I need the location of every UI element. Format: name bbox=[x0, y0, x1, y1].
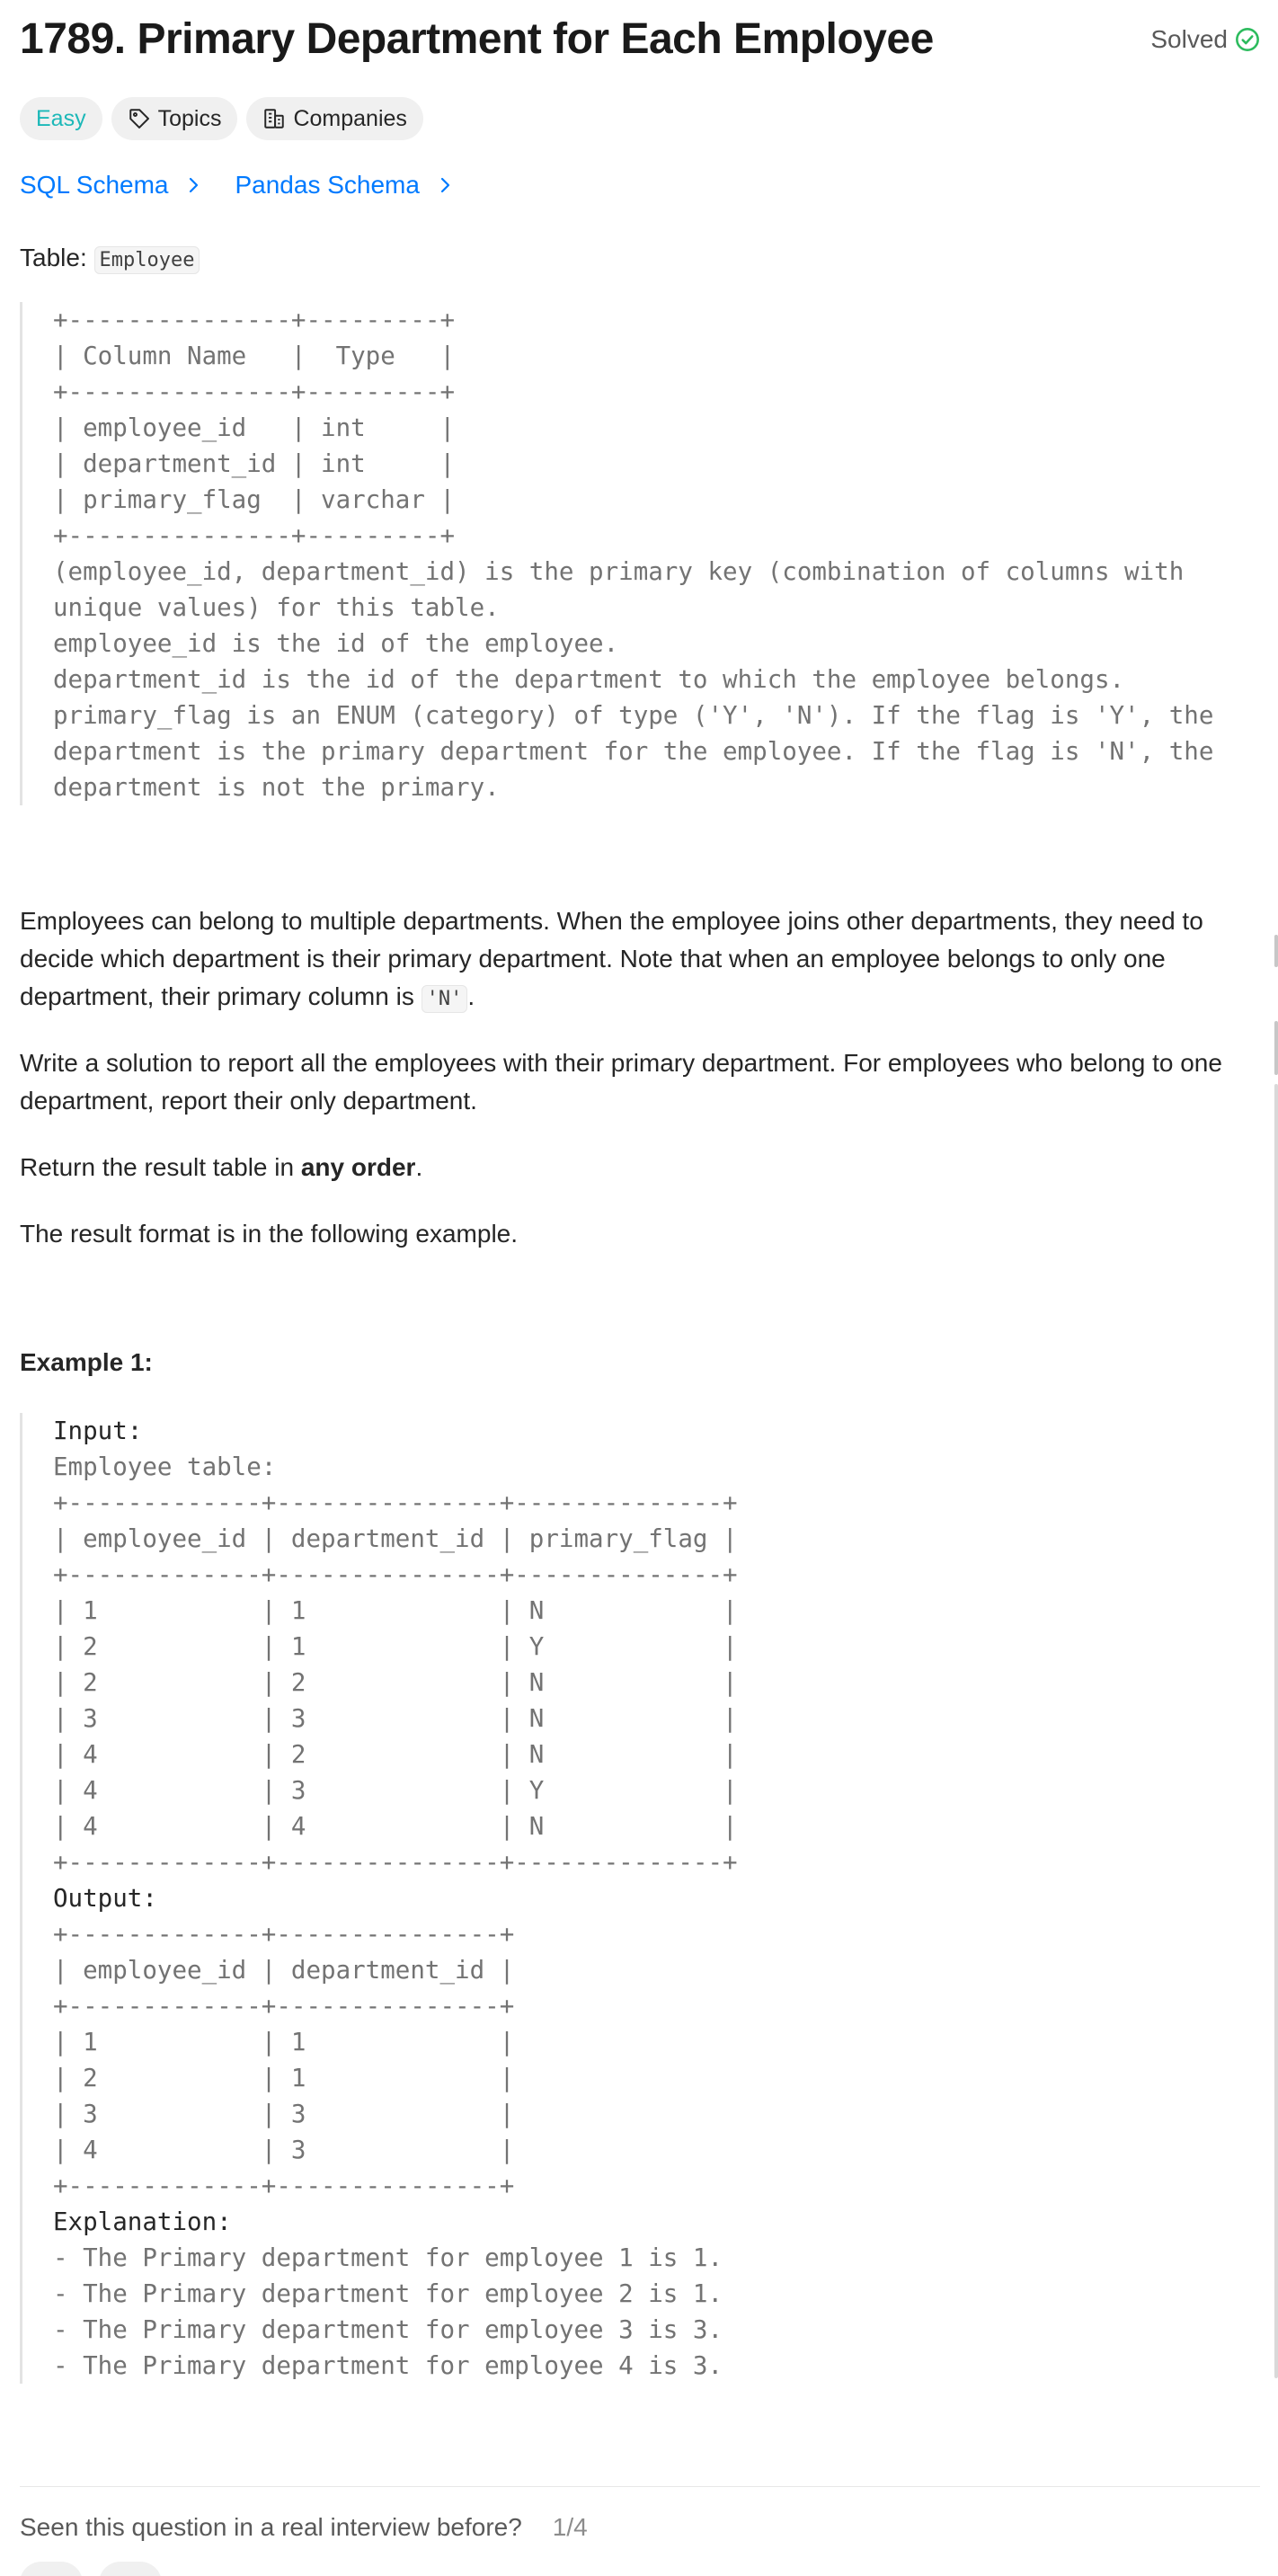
interview-buttons bbox=[20, 2562, 162, 2576]
interview-count: 1/4 bbox=[552, 2513, 588, 2541]
description-paragraph-4: The result format is in the following example. bbox=[20, 1220, 519, 1248]
solved-status bbox=[1150, 25, 1260, 54]
difficulty-badge: Easy bbox=[20, 97, 102, 140]
explanation-label: Explanation: bbox=[53, 2207, 232, 2236]
any-order-bold: any order bbox=[300, 1153, 416, 1181]
sql-schema-label: SQL Schema bbox=[20, 171, 169, 199]
problem-title[interactable]: 1789. Primary Department for Each Employee bbox=[20, 15, 934, 63]
description-paragraph-2: Write a solution to report all the employees with their primary department. For employees who belong to one department, report their only department. bbox=[20, 1049, 1222, 1115]
topics-button[interactable] bbox=[111, 97, 238, 140]
footer-divider bbox=[20, 2486, 1260, 2487]
side-handle[interactable] bbox=[1274, 1021, 1278, 1075]
input-body: Employee table: +-------------+---------------+--------------+ | employee_id | department_id | primary_flag | +-------------+---------------+--------------+ | 1 | 1 | N | | 2 | 1 | Y | | 2 | 2 | N | | 3 | 3 | N | | 4 | 2 | N | | 4 | 3 | Y | | 4 | 4 | N | +-------------+---------------+--------------+ bbox=[53, 1452, 738, 1877]
pandas-schema-label: Pandas Schema bbox=[235, 171, 420, 199]
no-button[interactable] bbox=[99, 2562, 162, 2576]
side-handle[interactable] bbox=[1274, 935, 1278, 967]
companies-button[interactable] bbox=[246, 97, 422, 140]
tag-icon bbox=[128, 107, 151, 130]
sql-schema-link[interactable] bbox=[20, 171, 202, 200]
scrollbar[interactable] bbox=[1274, 1084, 1278, 2378]
interview-prompt bbox=[20, 2513, 588, 2542]
yes-button[interactable] bbox=[20, 2562, 83, 2576]
chevron-right-icon bbox=[184, 174, 202, 196]
pandas-schema-link[interactable] bbox=[235, 171, 453, 200]
tag-row bbox=[20, 97, 423, 140]
return-text: Return the result table in bbox=[20, 1153, 301, 1181]
explanation-body: - The Primary department for employee 1 is 1. - The Primary department for employee 2 is 1. - The Primary department for employee 3 is 3. - The Primary department for employee 4 is 3. bbox=[53, 2243, 723, 2380]
output-label: Output: bbox=[53, 1884, 157, 1913]
description-paragraph-3 bbox=[20, 1149, 1260, 1186]
return-text-end: . bbox=[415, 1153, 423, 1181]
table-intro bbox=[20, 239, 200, 280]
input-label: Input: bbox=[53, 1417, 143, 1445]
check-circle-icon bbox=[1235, 27, 1260, 52]
title-row bbox=[20, 13, 1260, 67]
description-paragraph-1 bbox=[20, 902, 1260, 1018]
output-body: +-------------+---------------+ | employee_id | department_id | +-------------+---------------+ | 1 | 1 | | 2 | 1 | | 3 | 3 | | 4 | 3 | +-------------+---------------+ bbox=[53, 1920, 515, 2200]
chevron-right-icon bbox=[436, 174, 454, 196]
description-text-end: . bbox=[467, 982, 475, 1010]
example-title: Example 1: bbox=[20, 1348, 153, 1376]
problem-description bbox=[20, 0, 1260, 2576]
schema-block: +---------------+---------+ | Column Name | Type | +---------------+---------+ | employee_id | int | | department_id | int | | primary_flag | varchar | +---------------+---------+ (employee_id, department_id) is the primary key (combination of columns with unique values) for this table. employee_id is the id of the employee. department_id is the id of the department to which the employee belongs. primary_flag is an ENUM (category) of type ('Y', 'N'). If the flag is 'Y', the department is the primary department for the employee. If the flag is 'N', the department is not the primary. bbox=[20, 302, 1213, 805]
interview-question: Seen this question in a real interview before? bbox=[20, 2513, 522, 2541]
building-icon bbox=[262, 107, 286, 130]
schema-links bbox=[20, 171, 454, 200]
solved-label: Solved bbox=[1150, 25, 1228, 53]
table-label: Table: bbox=[20, 244, 94, 271]
example-block bbox=[20, 1413, 738, 2384]
primary-flag-code: 'N' bbox=[422, 985, 468, 1013]
companies-label: Companies bbox=[293, 105, 407, 131]
topics-label: Topics bbox=[157, 105, 222, 131]
table-name-code: Employee bbox=[94, 246, 200, 274]
description-text: Employees can belong to multiple departments. When the employee joins other departments, they need to decide which department is their primary department. Note that when an employee belongs to only one department, their primary column is bbox=[20, 907, 1203, 1010]
